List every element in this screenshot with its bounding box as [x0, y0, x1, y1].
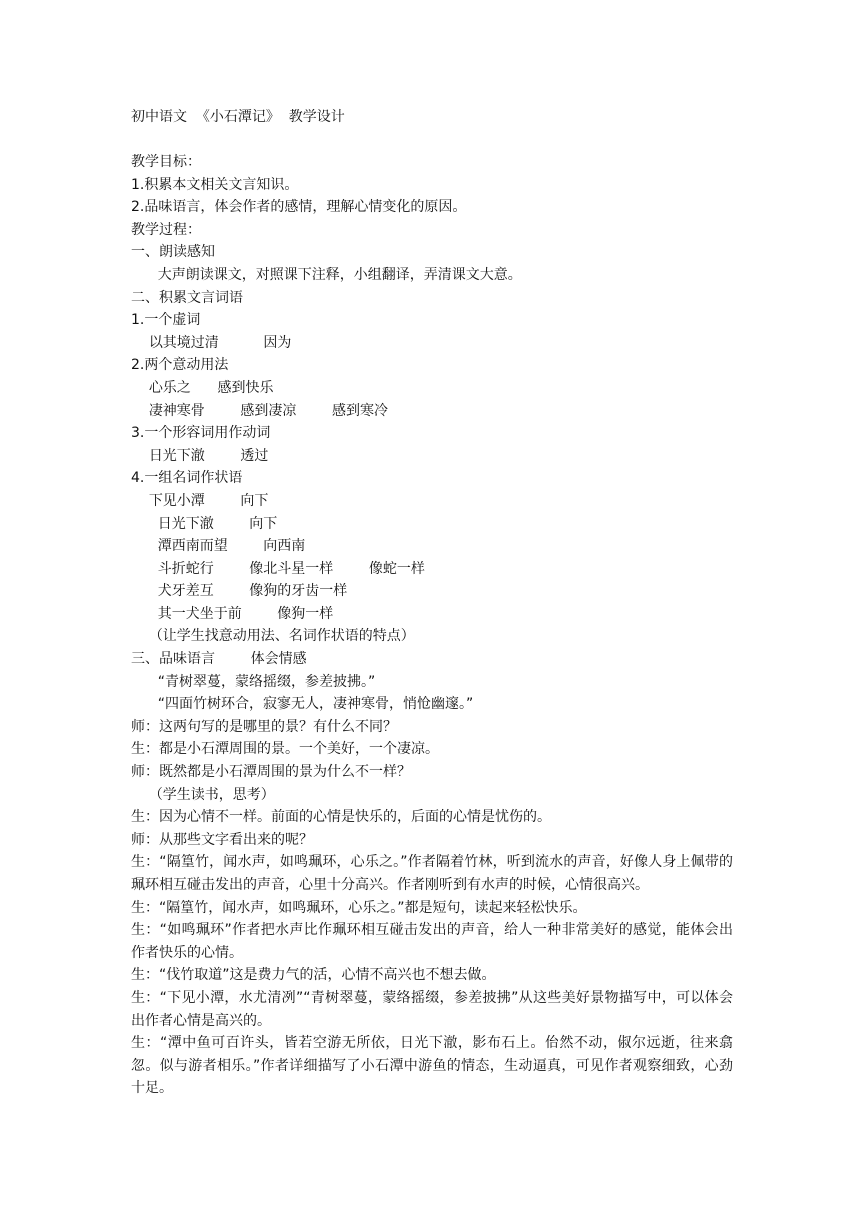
text-line: 大声朗读课文，对照课下注释，小组翻译，弄清课文大意。 [131, 266, 522, 283]
text-line: 生：“下见小潭，水尤清冽”“青树翠蔓，蒙络摇缀，参差披拂”从这些美好景物描写中，可以体会出作者心情是高兴的。 [131, 989, 733, 1029]
text-line: 师：从那些文字看出来的呢？ [131, 831, 313, 848]
text-line: 生：都是小石潭周围的景。一个美好，一个凄凉。 [131, 741, 439, 758]
text-line: 其一犬坐于前 像狗一样 [131, 605, 334, 622]
text-line: 斗折蛇行 像北斗星一样 像蛇一样 [131, 560, 425, 577]
text-line: 生：“隔篁竹，闻水声，如鸣珮环，心乐之。”都是短句，读起来轻松快乐。 [131, 899, 587, 916]
text-line: （学生读书，思考） [131, 786, 275, 803]
text-line: 生：“如鸣珮环”作者把水声比作珮环相互碰击发出的声音，给人一种非常美好的感觉，能体会出作者快乐的心情。 [131, 922, 733, 961]
text-line: 潭西南而望 向西南 [131, 538, 306, 555]
text-line: 3.一个形容词用作动词 [131, 425, 271, 442]
text-line: “四面竹树环合，寂寥无人，凄神寒骨，悄怆幽邃。” [131, 696, 474, 713]
text-line: 教学目标： [131, 154, 201, 170]
text-line: 教学过程： [131, 221, 201, 238]
text-line: “青树翠蔓，蒙络摇缀，参差披拂。” [131, 673, 376, 690]
text-line: 二、积累文言词语 [131, 289, 243, 306]
text-line: 1.一个虚词 [131, 312, 201, 329]
text-line: 日光下澈 透过 [131, 447, 269, 464]
text-line: 生：“潭中鱼可百许头，皆若空游无所依，日光下澈，影布石上。佁然不动，俶尔远逝，往来翕忽。似与游者相乐。”作者详细描写了小石潭中游鱼的情态，生动逼真，可见作者观察细致，心劲十足。 [131, 1035, 733, 1097]
text-line: 1.积累本文相关文言知识。 [131, 176, 299, 193]
text-line: 2.两个意动用法 [131, 357, 229, 374]
text-line: 三、品味语言 体会情感 [131, 651, 307, 668]
text-line: 师：这两句写的是哪里的景？有什么不同？ [131, 718, 397, 735]
document-title: 初中语文 《小石潭记》 教学设计 [131, 109, 345, 125]
text-line: 日光下澈 向下 [131, 515, 278, 532]
text-line: 凄神寒骨 感到凄凉 感到寒冷 [131, 402, 389, 419]
text-line: 生：因为心情不一样。前面的心情是快乐的，后面的心情是忧伤的。 [131, 809, 551, 826]
text-line: 生：“隔篁竹，闻水声，如鸣珮环，心乐之。”作者隔着竹林，听到流水的声音，好像人身上佩带的珮环相互碰击发出的声音，心里十分高兴。作者刚听到有水声的时候，心情很高兴。 [131, 854, 733, 893]
text-line: 心乐之 感到快乐 [131, 379, 274, 396]
text-line: 犬牙差互 像狗的牙齿一样 [131, 583, 348, 600]
text-line: 师：既然都是小石潭周围的景为什么不一样？ [131, 764, 411, 781]
text-line: 一、朗读感知 [131, 244, 215, 261]
text-line: （让学生找意动用法、名词作状语的特点） [131, 628, 415, 645]
document-body [131, 151, 733, 1100]
text-line: 生：“伐竹取道”这是费力气的活，心情不高兴也不想去做。 [131, 967, 496, 984]
text-line: 2.品味语言，体会作者的感情，理解心情变化的原因。 [131, 199, 467, 216]
text-line: 下见小潭 向下 [131, 492, 269, 509]
text-line: 以其境过清 因为 [131, 334, 292, 351]
text-line: 4.一组名词作状语 [131, 470, 243, 487]
